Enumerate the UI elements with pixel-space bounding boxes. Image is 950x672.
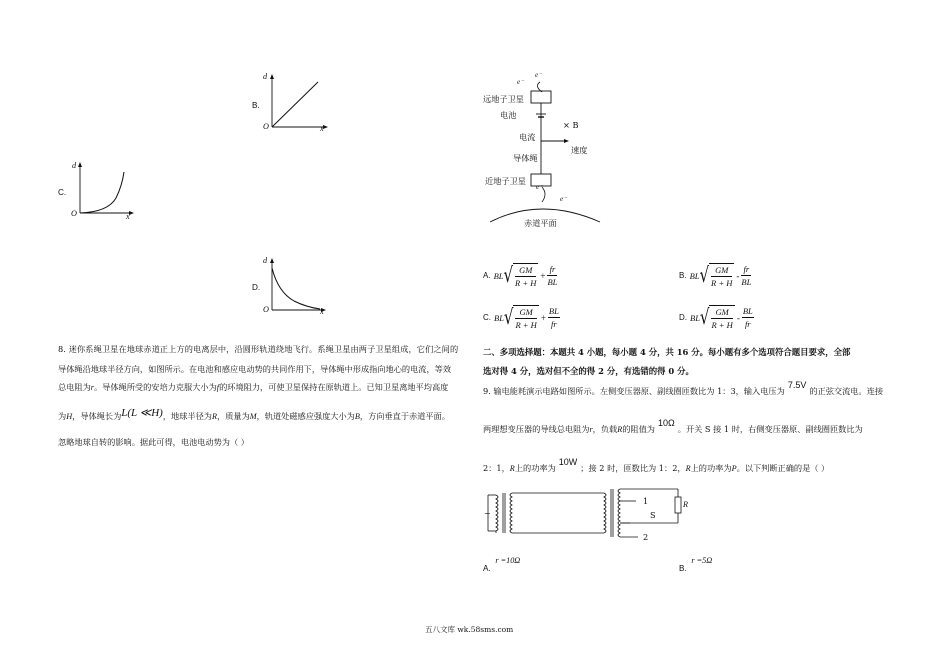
graph-d-label: D.: [252, 283, 261, 292]
tether-label: 导体绳: [513, 153, 538, 163]
b-field-label: × B: [563, 120, 579, 130]
q8-line-5: 忽略地球自转的影响。据此可得，电池电动势为（ ）: [58, 437, 249, 447]
graph-b-label: B.: [252, 101, 260, 110]
electron-bottom-label-2: e⁻: [560, 195, 567, 203]
near-satellite-label: 近地子卫星: [485, 176, 526, 186]
q9-line-2: 两理想变压器的导线总电阻为r，负载R的阻值为10Ω。开关 S 接 1 时，右侧变压器原、副线圈匝数比为: [483, 418, 863, 434]
transformer-circuit-diagram: [480, 485, 700, 547]
q8-option-a[interactable]: A. BL √ $\frac{GM}{R + H}$ + $\frac{fr}{BL}$: [483, 262, 558, 288]
current-label: 电流: [519, 132, 536, 142]
electron-bottom-label: e⁻: [536, 183, 543, 191]
switch-label: S: [650, 510, 656, 520]
q8-option-b[interactable]: B. BL √ $\frac{GM}{R + H}$ - $\frac{fr}{BL}$: [679, 262, 752, 288]
graph-c-origin: O: [71, 209, 77, 218]
graph-b-axis-x: x: [320, 124, 324, 133]
q8-option-c[interactable]: C. BL √ $\frac{GM}{R + H}$ + $\frac{BL}{fr}$: [483, 304, 559, 330]
q8-line-3: 总电阻为r。导体绳所受的安培力克服大小为f的环境阻力，可使卫星保持在原轨道上。已知卫星离地平均高度: [58, 382, 449, 392]
tap-1-label: 1: [643, 496, 649, 506]
section-2-heading-line-2: 选对得 4 分，选对但不全的得 2 分，有选错的得 0 分。: [483, 366, 694, 376]
q8-line-1: 8. 迷你系绳卫星在地球赤道正上方的电离层中，沿圆形轨道绕地飞行。系绳卫星由两子卫星组成，它们之间的: [58, 344, 459, 354]
q9-option-b[interactable]: B. r =5Ω: [679, 556, 713, 573]
graph-c-axis-x: x: [126, 212, 130, 221]
graph-c-label: C.: [58, 188, 67, 197]
graph-b-origin: O: [263, 122, 269, 131]
tap-2-label: 2: [643, 532, 649, 542]
q8-line-4: 为H，导体绳长为L(L ≪H)，地球半径为R，质量为M，轨道处磁感应强度大小为B，方向垂直于赤道平面。: [58, 407, 450, 421]
graph-d-axis-y: d: [263, 256, 268, 265]
q8-option-d[interactable]: D. BL √ $\frac{GM}{R + H}$ - $\frac{BL}{fr}$: [679, 304, 753, 330]
graph-c-axis-y: d: [72, 161, 77, 170]
q9-line-1: 9. 输电能耗演示电路如图所示。左侧变压器原、副线圈匝数比为 1：3，输入电压为7.5V的正弦交流电。连接: [483, 380, 884, 396]
equator-label: 赤道平面: [524, 218, 557, 228]
graph-d-origin: O: [263, 305, 269, 314]
q9-line-3: 2：1，R上的功率为10W；接 2 时，匝数比为 1：2，R上的功率为P。以下判断正确的是（ ）: [483, 457, 830, 473]
electron-top-label-2: e⁻: [535, 71, 542, 79]
resistor-label: R: [683, 500, 689, 509]
velocity-label: 速度: [571, 145, 588, 155]
q8-line-2: 导体绳沿地球半径方向，如图所示。在电池和感应电动势的共同作用下，导体绳中形成指向地心的电流，等效: [58, 364, 452, 374]
q9-option-a[interactable]: A. r =10Ω: [483, 556, 521, 573]
ac-source-symbol: ~: [484, 508, 491, 518]
graph-b-axis-y: d: [263, 72, 268, 81]
battery-label: 电池: [500, 110, 517, 120]
electron-top-label: e⁻: [517, 78, 524, 86]
graph-d-axis-x: x: [320, 307, 324, 316]
section-2-heading: 二、多项选择题：本题共 4 小题，每小题 4 分，共 16 分。每小题有多个选项符合题目要求，全部: [483, 347, 851, 357]
page-footer: 五八文库 wk.58sms.com: [425, 625, 514, 634]
far-satellite-label: 远地子卫星: [483, 94, 524, 104]
